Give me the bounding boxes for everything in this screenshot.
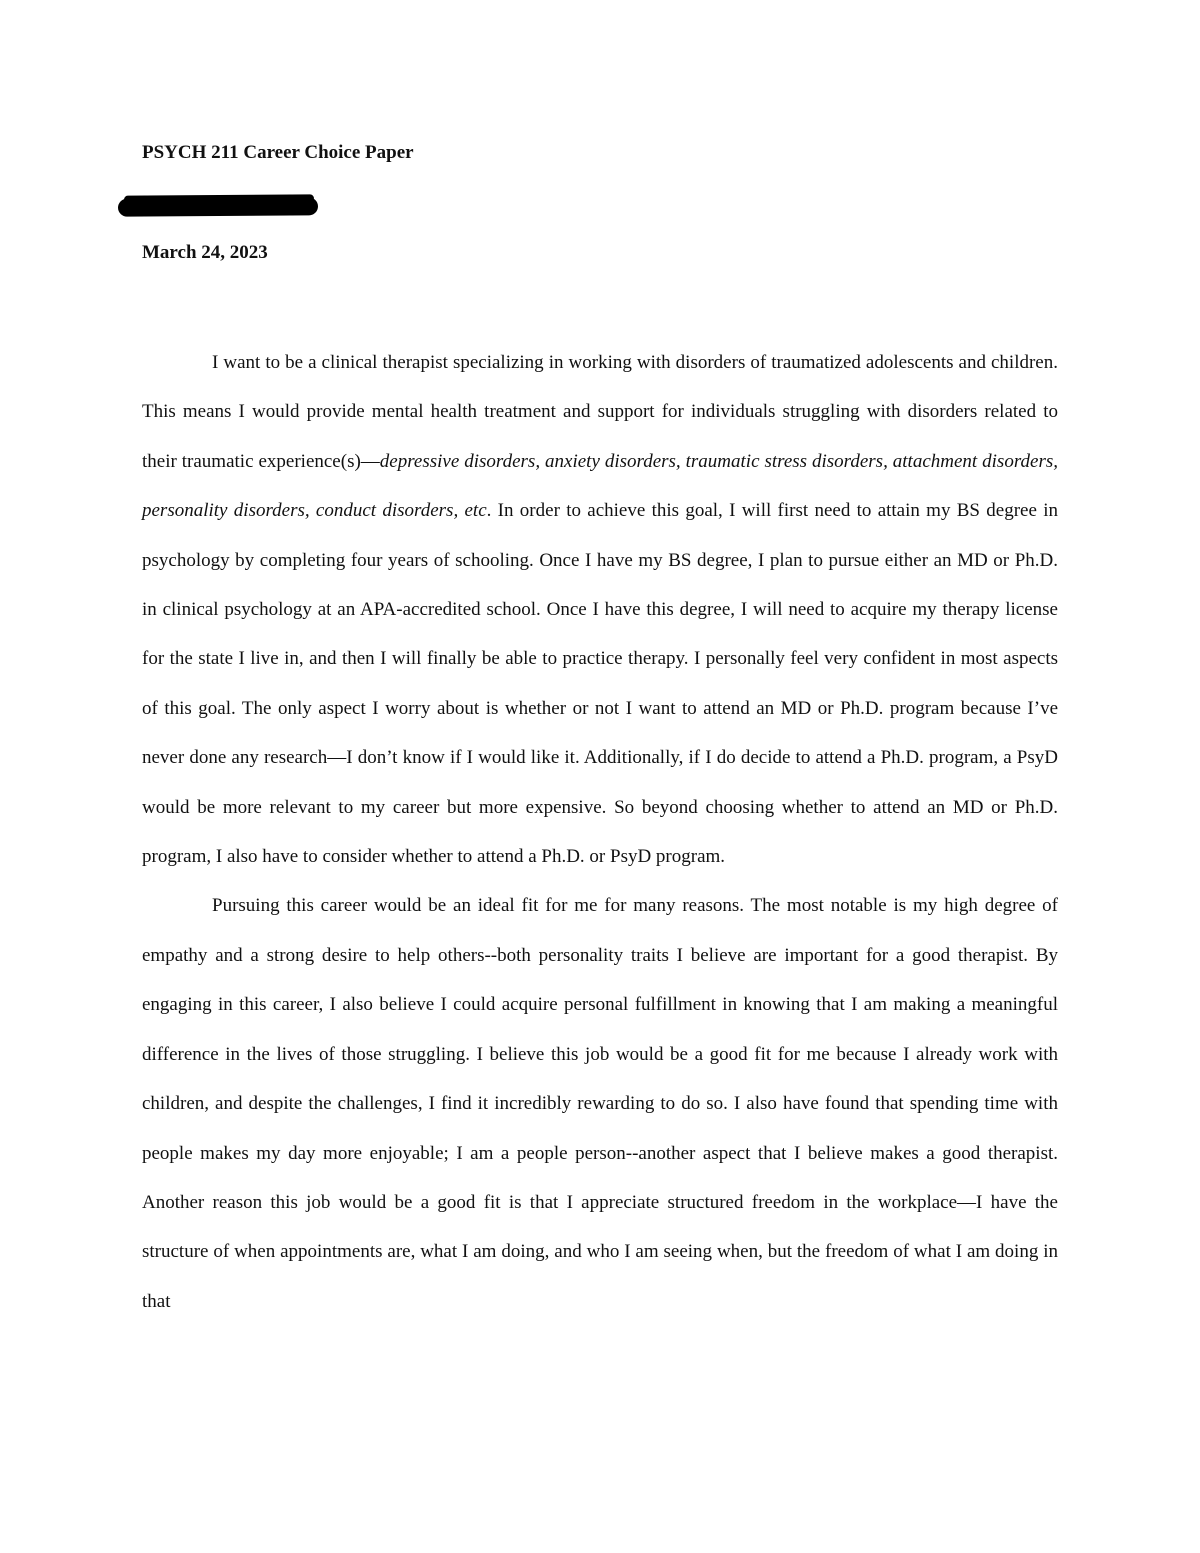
document-date: March 24, 2023	[142, 242, 268, 263]
page-title: PSYCH 211 Career Choice Paper	[142, 142, 414, 163]
paragraph-2	[142, 881, 1058, 1326]
essay-body	[142, 338, 1058, 1326]
paragraph-1-text-continued: . In order to achieve this goal, I will first need to attain my BS degree in psychology by completing four years of schooling. Once I have my BS degree, I plan to pursue either an MD or Ph.D. in clinical psychology at an APA-accredited school. Once I have this degree, I will need to acquire my therapy license for the state I live in, and then I will finally be able to practice therapy. I personally feel very confident in most aspects of this goal. The only aspect I worry about is whether or not I want to attend an MD or Ph.D. program because I’ve never done any research—I don’t know if I would like it. Additionally, if I do decide to attend a Ph.D. program, a PsyD would be more relevant to my career but more expensive. So beyond choosing whether to attend an MD or Ph.D. program, I also have to consider whether to attend a Ph.D. or PsyD program.	[142, 500, 1058, 868]
paragraph-2-text: Pursuing this career would be an ideal fit for me for many reasons. The most notable is my high degree of empathy and a strong desire to help others--both personality traits I believe are important for a good therapist. By engaging in this career, I also believe I could acquire personal fulfillment in knowing that I am making a meaningful difference in the lives of those struggling. I believe this job would be a good fit for me because I already work with children, and despite the challenges, I find it incredibly rewarding to do so. I also have found that spending time with people makes my day more enjoyable; I am a people person--another aspect that I believe makes a good therapist. Another reason this job would be a good fit is that I appreciate structured freedom in the workplace—I have the structure of when appointments are, what I am doing, and who I am seeing when, but the freedom of what I am doing in that	[142, 895, 1058, 1312]
paragraph-1	[142, 338, 1058, 881]
paragraph-1-text: I want to be a clinical therapist specializing in working with disorders of traumatized adolescents and children. This means I would provide mental health treatment and support for individuals struggling with disorders related to their traumatic experience(s)—	[142, 352, 1058, 472]
paragraph-1-italic-list: depressive disorders, anxiety disorders, traumatic stress disorders, attachment disorders, personality disorders, conduct disorders, etc	[142, 450, 1058, 522]
redacted-author-name	[118, 197, 318, 216]
